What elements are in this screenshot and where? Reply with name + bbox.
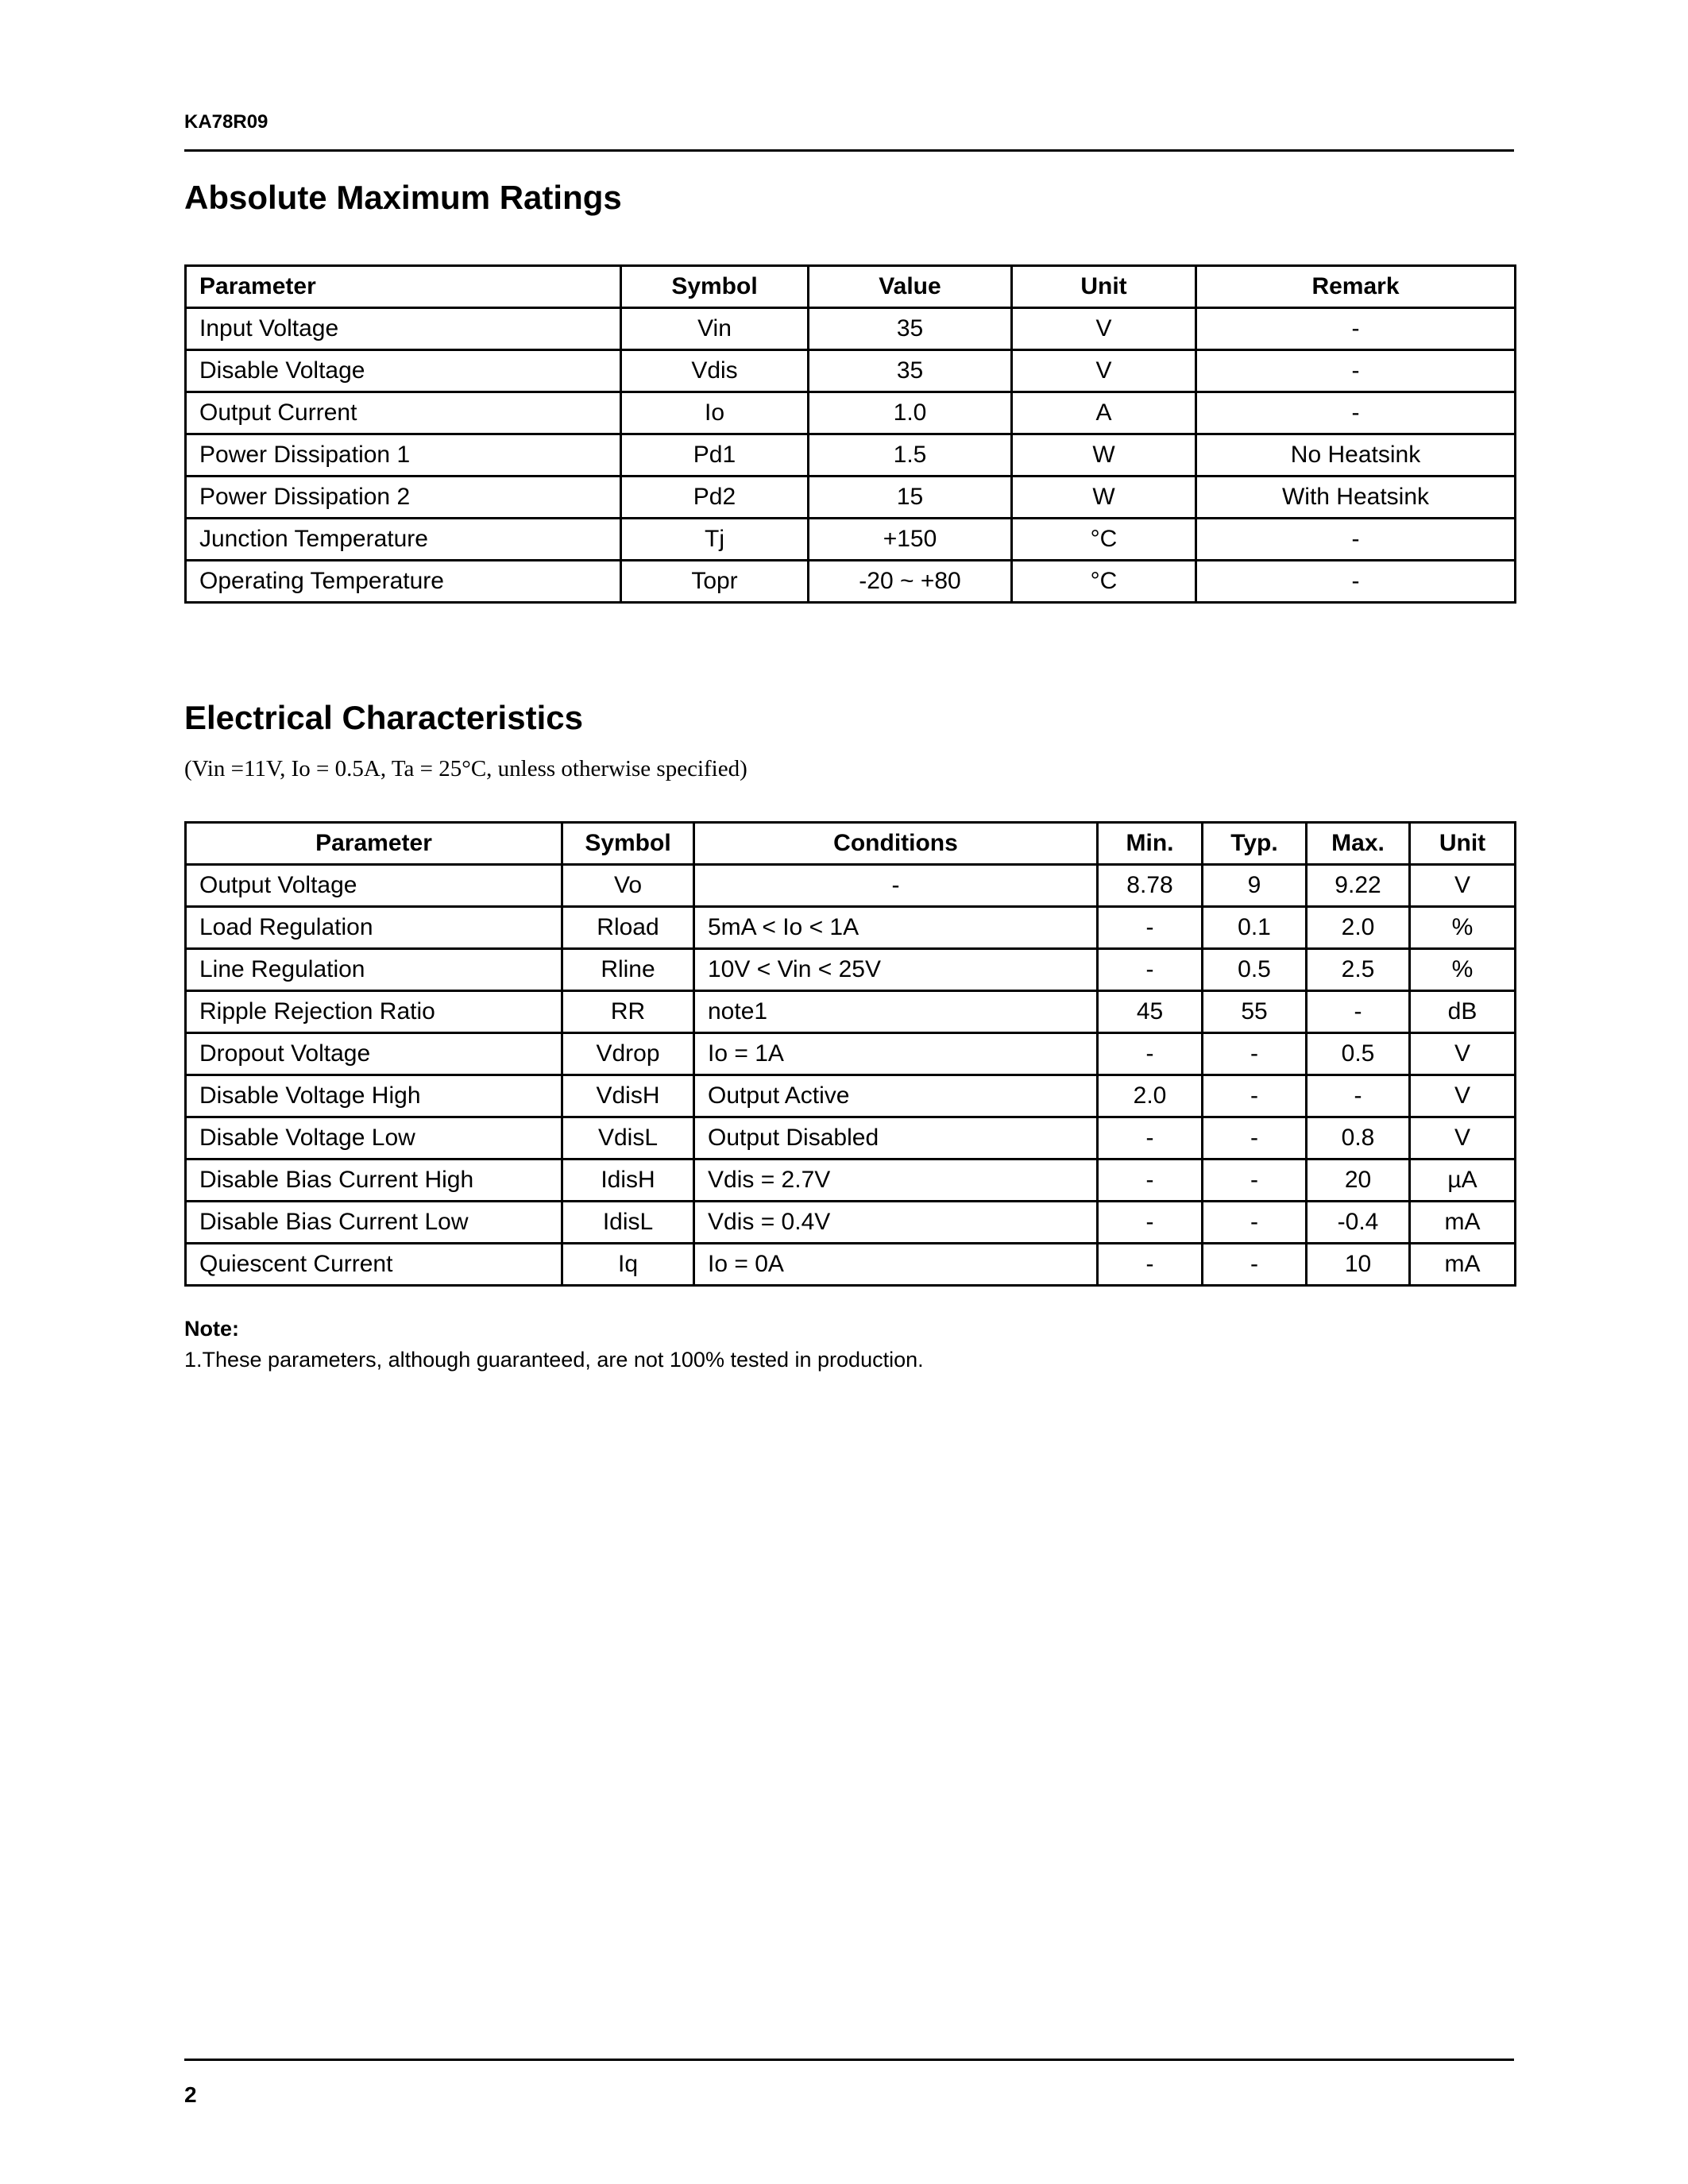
cell-unit: W [1012, 477, 1196, 519]
cell-parameter: Disable Bias Current High [186, 1160, 562, 1202]
cell-value: 35 [809, 350, 1012, 392]
cell-typ: 9 [1203, 865, 1307, 907]
cell-conditions: Output Disabled [694, 1117, 1098, 1160]
column-header-parameter: Parameter [186, 266, 621, 308]
cell-conditions: Io = 1A [694, 1033, 1098, 1075]
cell-symbol: Vo [562, 865, 694, 907]
table-row [186, 1117, 1516, 1160]
cell-min: 8.78 [1098, 865, 1203, 907]
cell-remark: No Heatsink [1196, 434, 1516, 477]
cell-parameter: Ripple Rejection Ratio [186, 991, 562, 1033]
cell-symbol: Iq [562, 1244, 694, 1286]
cell-symbol: Topr [621, 561, 809, 603]
cell-conditions: Output Active [694, 1075, 1098, 1117]
cell-value: +150 [809, 519, 1012, 561]
table-row [186, 865, 1516, 907]
cell-symbol: Tj [621, 519, 809, 561]
cell-unit: µA [1410, 1160, 1516, 1202]
table-row [186, 949, 1516, 991]
cell-unit: V [1410, 865, 1516, 907]
cell-parameter: Output Current [186, 392, 621, 434]
cell-symbol: IdisH [562, 1160, 694, 1202]
column-header-remark: Remark [1196, 266, 1516, 308]
footer-divider [184, 2059, 1514, 2061]
cell-unit: % [1410, 907, 1516, 949]
cell-typ: 0.1 [1203, 907, 1307, 949]
cell-unit: V [1012, 350, 1196, 392]
note-text: 1.These parameters, although guaranteed, are not 100% tested in production. [184, 1348, 924, 1372]
cell-parameter: Load Regulation [186, 907, 562, 949]
cell-parameter: Line Regulation [186, 949, 562, 991]
cell-max: - [1307, 991, 1410, 1033]
cell-parameter: Operating Temperature [186, 561, 621, 603]
electrical-characteristics-title: Electrical Characteristics [184, 699, 583, 736]
column-header-parameter: Parameter [186, 823, 562, 865]
column-header-min: Min. [1098, 823, 1203, 865]
cell-symbol: VdisH [562, 1075, 694, 1117]
cell-symbol: Vdis [621, 350, 809, 392]
cell-unit: A [1012, 392, 1196, 434]
column-header-unit: Unit [1012, 266, 1196, 308]
column-header-symbol: Symbol [562, 823, 694, 865]
note-heading: Note: [184, 1317, 239, 1341]
cell-unit: V [1410, 1117, 1516, 1160]
cell-min: - [1098, 1033, 1203, 1075]
cell-min: - [1098, 907, 1203, 949]
page-number: 2 [184, 2082, 197, 2107]
cell-unit: W [1012, 434, 1196, 477]
cell-symbol: Pd2 [621, 477, 809, 519]
cell-unit: V [1012, 308, 1196, 350]
table-row [186, 350, 1516, 392]
cell-remark: - [1196, 308, 1516, 350]
column-header-unit: Unit [1410, 823, 1516, 865]
cell-symbol: Pd1 [621, 434, 809, 477]
cell-parameter: Disable Bias Current Low [186, 1202, 562, 1244]
table-row [186, 1202, 1516, 1244]
table-row [186, 392, 1516, 434]
column-header-conditions: Conditions [694, 823, 1098, 865]
table-header-row [186, 823, 1516, 865]
cell-unit: °C [1012, 519, 1196, 561]
document-part-number: KA78R09 [184, 111, 268, 133]
table-row [186, 477, 1516, 519]
cell-remark: - [1196, 392, 1516, 434]
cell-conditions: 10V < Vin < 25V [694, 949, 1098, 991]
cell-unit: V [1410, 1033, 1516, 1075]
cell-typ: - [1203, 1033, 1307, 1075]
cell-symbol: Vin [621, 308, 809, 350]
cell-value: 35 [809, 308, 1012, 350]
cell-unit: V [1410, 1075, 1516, 1117]
cell-parameter: Quiescent Current [186, 1244, 562, 1286]
cell-value: 15 [809, 477, 1012, 519]
cell-unit: mA [1410, 1202, 1516, 1244]
cell-min: - [1098, 1117, 1203, 1160]
cell-conditions: 5mA < Io < 1A [694, 907, 1098, 949]
table-row [186, 1075, 1516, 1117]
table-row [186, 519, 1516, 561]
cell-parameter: Disable Voltage High [186, 1075, 562, 1117]
cell-typ: - [1203, 1160, 1307, 1202]
cell-conditions: note1 [694, 991, 1098, 1033]
cell-value: 1.0 [809, 392, 1012, 434]
cell-conditions: Vdis = 0.4V [694, 1202, 1098, 1244]
cell-conditions: - [694, 865, 1098, 907]
cell-unit: dB [1410, 991, 1516, 1033]
table-row [186, 907, 1516, 949]
cell-typ: - [1203, 1117, 1307, 1160]
cell-remark: - [1196, 519, 1516, 561]
column-header-symbol: Symbol [621, 266, 809, 308]
cell-symbol: IdisL [562, 1202, 694, 1244]
table-row [186, 434, 1516, 477]
column-header-max: Max. [1307, 823, 1410, 865]
cell-remark: - [1196, 561, 1516, 603]
cell-symbol: Io [621, 392, 809, 434]
cell-remark: - [1196, 350, 1516, 392]
cell-parameter: Dropout Voltage [186, 1033, 562, 1075]
cell-max: 0.5 [1307, 1033, 1410, 1075]
cell-value: -20 ~ +80 [809, 561, 1012, 603]
cell-max: -0.4 [1307, 1202, 1410, 1244]
cell-min: - [1098, 1244, 1203, 1286]
cell-typ: - [1203, 1244, 1307, 1286]
cell-symbol: Rload [562, 907, 694, 949]
cell-remark: With Heatsink [1196, 477, 1516, 519]
cell-max: 9.22 [1307, 865, 1410, 907]
absolute-maximum-ratings-title: Absolute Maximum Ratings [184, 179, 622, 216]
cell-parameter: Power Dissipation 2 [186, 477, 621, 519]
cell-symbol: VdisL [562, 1117, 694, 1160]
cell-parameter: Input Voltage [186, 308, 621, 350]
cell-typ: 0.5 [1203, 949, 1307, 991]
cell-unit: % [1410, 949, 1516, 991]
column-header-typ: Typ. [1203, 823, 1307, 865]
cell-max: 0.8 [1307, 1117, 1410, 1160]
table-row [186, 308, 1516, 350]
cell-parameter: Power Dissipation 1 [186, 434, 621, 477]
electrical-characteristics-table [184, 821, 1516, 1287]
header-divider [184, 149, 1514, 152]
cell-unit: mA [1410, 1244, 1516, 1286]
cell-parameter: Disable Voltage Low [186, 1117, 562, 1160]
cell-max: 20 [1307, 1160, 1410, 1202]
table-header-row [186, 266, 1516, 308]
cell-conditions: Io = 0A [694, 1244, 1098, 1286]
cell-typ: - [1203, 1075, 1307, 1117]
table-row [186, 991, 1516, 1033]
cell-max: 10 [1307, 1244, 1410, 1286]
cell-value: 1.5 [809, 434, 1012, 477]
column-header-value: Value [809, 266, 1012, 308]
cell-max: 2.0 [1307, 907, 1410, 949]
cell-typ: - [1203, 1202, 1307, 1244]
test-conditions-subtitle: (Vin =11V, Io = 0.5A, Ta = 25°C, unless otherwise specified) [184, 756, 747, 781]
cell-parameter: Junction Temperature [186, 519, 621, 561]
cell-max: 2.5 [1307, 949, 1410, 991]
cell-min: - [1098, 949, 1203, 991]
cell-min: 2.0 [1098, 1075, 1203, 1117]
cell-typ: 55 [1203, 991, 1307, 1033]
table-row [186, 1160, 1516, 1202]
cell-parameter: Output Voltage [186, 865, 562, 907]
cell-max: - [1307, 1075, 1410, 1117]
cell-min: - [1098, 1160, 1203, 1202]
cell-min: - [1098, 1202, 1203, 1244]
cell-symbol: RR [562, 991, 694, 1033]
cell-parameter: Disable Voltage [186, 350, 621, 392]
cell-symbol: Vdrop [562, 1033, 694, 1075]
table-row [186, 1033, 1516, 1075]
cell-conditions: Vdis = 2.7V [694, 1160, 1098, 1202]
cell-unit: °C [1012, 561, 1196, 603]
table-row [186, 561, 1516, 603]
absolute-maximum-ratings-table [184, 264, 1516, 604]
table-row [186, 1244, 1516, 1286]
cell-symbol: Rline [562, 949, 694, 991]
cell-min: 45 [1098, 991, 1203, 1033]
